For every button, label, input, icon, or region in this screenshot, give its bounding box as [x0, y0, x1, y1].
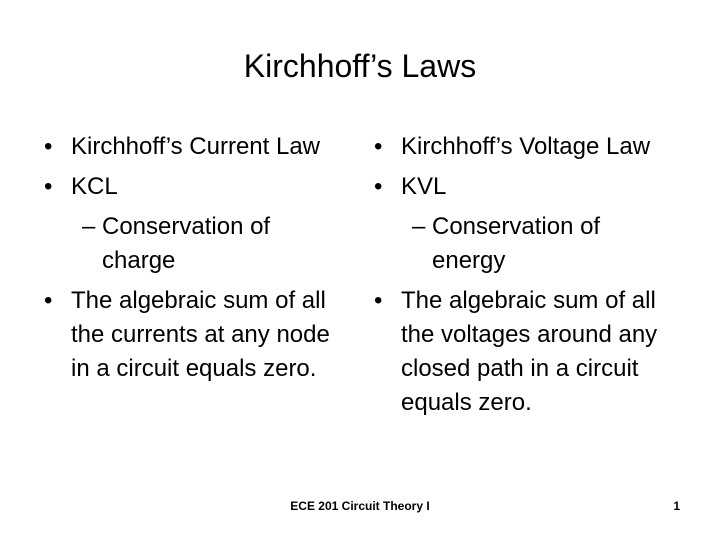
- footer-course-title: ECE 201 Circuit Theory I: [290, 499, 430, 513]
- bullet-kvl-abbrev: • KVL: [368, 170, 678, 204]
- bullet-kcl-abbrev: • KCL: [38, 170, 348, 204]
- bullet-kvl-definition: • The algebraic sum of all the voltages around any closed path in a circuit equals zero.: [368, 284, 678, 420]
- sub-bullet-conservation-energy: – Conservation of energy: [368, 210, 678, 278]
- bullet-kvl-heading: • Kirchhoff’s Voltage Law: [368, 130, 678, 164]
- sub-bullet-conservation-charge: – Conservation of charge: [38, 210, 348, 278]
- left-column: [38, 130, 348, 392]
- right-column: [368, 130, 678, 426]
- slide-title: Kirchhoff’s Laws: [243, 48, 477, 84]
- footer-page-number: 1: [673, 499, 680, 513]
- bullet-kcl-definition: • The algebraic sum of all the currents at any node in a circuit equals zero.: [38, 284, 348, 386]
- bullet-kcl-heading: • Kirchhoff’s Current Law: [38, 130, 348, 164]
